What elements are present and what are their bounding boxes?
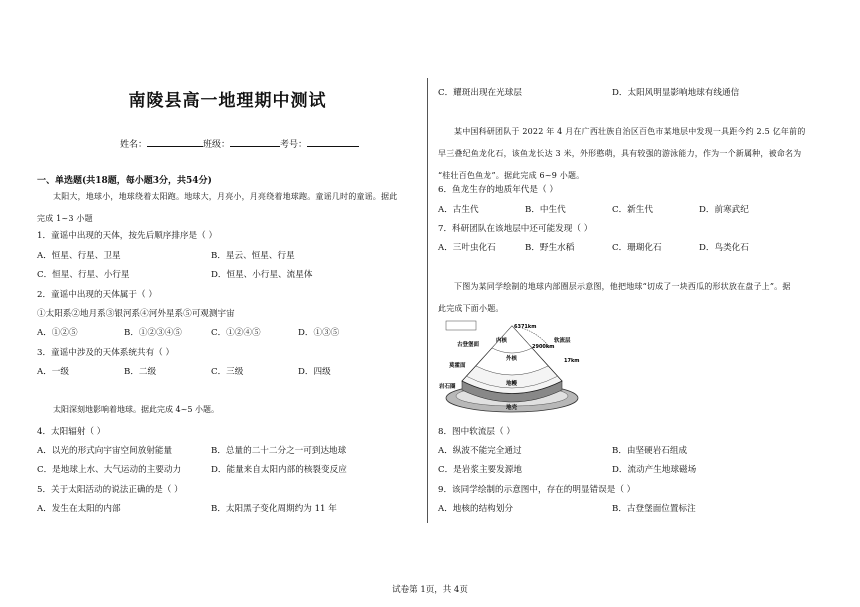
q9-option-b[interactable]: B．古登堡面位置标注 <box>612 504 696 514</box>
q1-option-b[interactable]: B．星云、恒星、行星 <box>211 251 295 261</box>
label-17: 17km <box>564 358 580 364</box>
q3-option-a[interactable]: A．一级 <box>37 367 69 377</box>
question-4: 4．太阳辐射（ ） <box>37 427 106 437</box>
q3-option-c[interactable]: C．三级 <box>211 367 244 377</box>
label-rock: 岩石圈 <box>439 384 456 390</box>
q5-option-c[interactable]: C．耀斑出现在光球层 <box>438 88 522 98</box>
q8-option-a[interactable]: A．纵波不能完全通过 <box>438 446 522 456</box>
label-6371: 6371km <box>514 324 537 330</box>
label-crust: 地壳 <box>506 405 518 411</box>
q4-option-c[interactable]: C．是地球上水、大气运动的主要动力 <box>37 465 182 475</box>
label-inner-core: 内核 <box>496 338 508 344</box>
question-8: 8．图中软流层（ ） <box>438 427 515 437</box>
intro-passage-1: 太阳大，地球小，地球绕着太阳跑。地球大，月亮小，月亮绕着地球跑。童谣几时的童谣。据此 完成 1~3 小题 <box>37 192 398 223</box>
q7-option-a[interactable]: A．三叶虫化石 <box>438 243 496 253</box>
label-moho: 莫霍面 <box>449 363 466 369</box>
q2-option-b[interactable]: B．①②③④⑤ <box>124 328 182 338</box>
q8-option-b[interactable]: B．由坚硬岩石组成 <box>612 446 688 456</box>
label-outer-core: 外核 <box>506 356 518 362</box>
q2-items: ①太阳系②地月系③银河系④河外星系⑤可观测宇宙 <box>37 309 235 319</box>
question-2: 2．童谣中出现的天体属于（ ） <box>37 290 157 300</box>
q6-option-a[interactable]: A．古生代 <box>438 205 479 215</box>
question-5: 5．关于太阳活动的说法正确的是（ ） <box>37 485 183 495</box>
exam-no-field[interactable] <box>307 137 359 147</box>
intro-passage-3: 某中国科研团队于 2022 年 4 月在广西壮族自治区百色市某地层中发现一具距今约 2.5 亿年前的 早三叠纪鱼龙化石，该鱼龙长达 3 米，外形憨萌，具有较强的游泳能力，作为一个新属种，被命名为 “桂壮百色鱼龙”。据此完成 6~9 小题。 <box>438 127 806 180</box>
q3-option-d[interactable]: D．四级 <box>298 367 331 377</box>
q5-option-b[interactable]: B．太阳黑子变化周期约为 11 年 <box>211 504 337 514</box>
q2-option-d[interactable]: D．①③⑤ <box>298 328 340 338</box>
label-box <box>446 321 476 330</box>
label-mantle: 地幔 <box>506 381 518 387</box>
q2-option-a[interactable]: A．①②⑤ <box>37 328 78 338</box>
q4-option-a[interactable]: A．以光的形式向宇宙空间放射能量 <box>37 446 173 456</box>
class-label: 班级： <box>203 140 231 150</box>
q2-option-c[interactable]: C．①②④⑤ <box>211 328 261 338</box>
q6-option-d[interactable]: D．前寒武纪 <box>699 205 749 215</box>
section-heading: 一、单选题(共18题，每小题3分，共54分) <box>37 176 212 186</box>
intro-passage-4: 下图为某同学绘制的地球内部圈层示意图，他把地球“切成了一块西瓜的形状放在盘子上”。据 此完成下面小题。 <box>438 282 791 313</box>
q5-option-a[interactable]: A．发生在太阳的内部 <box>37 504 121 514</box>
q3-option-b[interactable]: B．二级 <box>124 367 157 377</box>
q6-option-c[interactable]: C．新生代 <box>612 205 653 215</box>
page-title: 南陵县高一地理期中测试 <box>128 91 327 111</box>
label-2900: 2900km <box>532 344 555 350</box>
q4-option-b[interactable]: B．总量的二十二分之一可到达地球 <box>211 446 347 456</box>
student-info-line <box>120 137 359 150</box>
q1-option-d[interactable]: D．恒星、小行星、流星体 <box>211 270 313 280</box>
q6-option-b[interactable]: B．中生代 <box>525 205 566 215</box>
q5-option-d[interactable]: D．太阳风明显影响地球有线通信 <box>612 88 740 98</box>
earth-interior-diagram <box>436 318 581 418</box>
q8-option-d[interactable]: D．流动产生地球磁场 <box>612 465 697 475</box>
q7-option-c[interactable]: C．珊瑚化石 <box>612 243 662 253</box>
column-divider <box>427 78 428 523</box>
question-9: 9．该同学绘制的示意图中，存在的明显错误是（ ） <box>438 485 636 495</box>
q7-option-d[interactable]: D．鸟类化石 <box>699 243 749 253</box>
q1-option-c[interactable]: C．恒星、行星、小行星 <box>37 270 130 280</box>
q7-option-b[interactable]: B．野生水稻 <box>525 243 575 253</box>
q4-option-d[interactable]: D．能量来自太阳内部的核裂变反应 <box>211 465 347 475</box>
question-7: 7．科研团队在该地层中还可能发现（ ） <box>438 224 593 234</box>
name-label: 姓名： <box>120 140 148 150</box>
page-footer: 试卷第 1页，共 4页 <box>392 585 468 595</box>
q9-option-a[interactable]: A．地核的结构划分 <box>438 504 513 514</box>
intro-passage-2: 太阳深刻地影响着地球。据此完成 4~5 小题。 <box>53 405 219 414</box>
q1-option-a[interactable]: A．恒星、行星、卫星 <box>37 251 121 261</box>
name-field[interactable] <box>147 137 203 147</box>
class-field[interactable] <box>230 137 280 147</box>
question-1: 1．童谣中出现的天体，按先后顺序排序是（ ） <box>37 231 218 241</box>
exam-no-label: 考号： <box>280 140 308 150</box>
question-3: 3．童谣中涉及的天体系统共有（ ） <box>37 348 175 358</box>
label-asthenosphere: 软流层 <box>554 338 571 344</box>
q8-option-c[interactable]: C．是岩浆主要发源地 <box>438 465 522 475</box>
label-gutenberg: 古登堡面 <box>457 342 480 348</box>
question-6: 6．鱼龙生存的地质年代是（ ） <box>438 185 558 195</box>
